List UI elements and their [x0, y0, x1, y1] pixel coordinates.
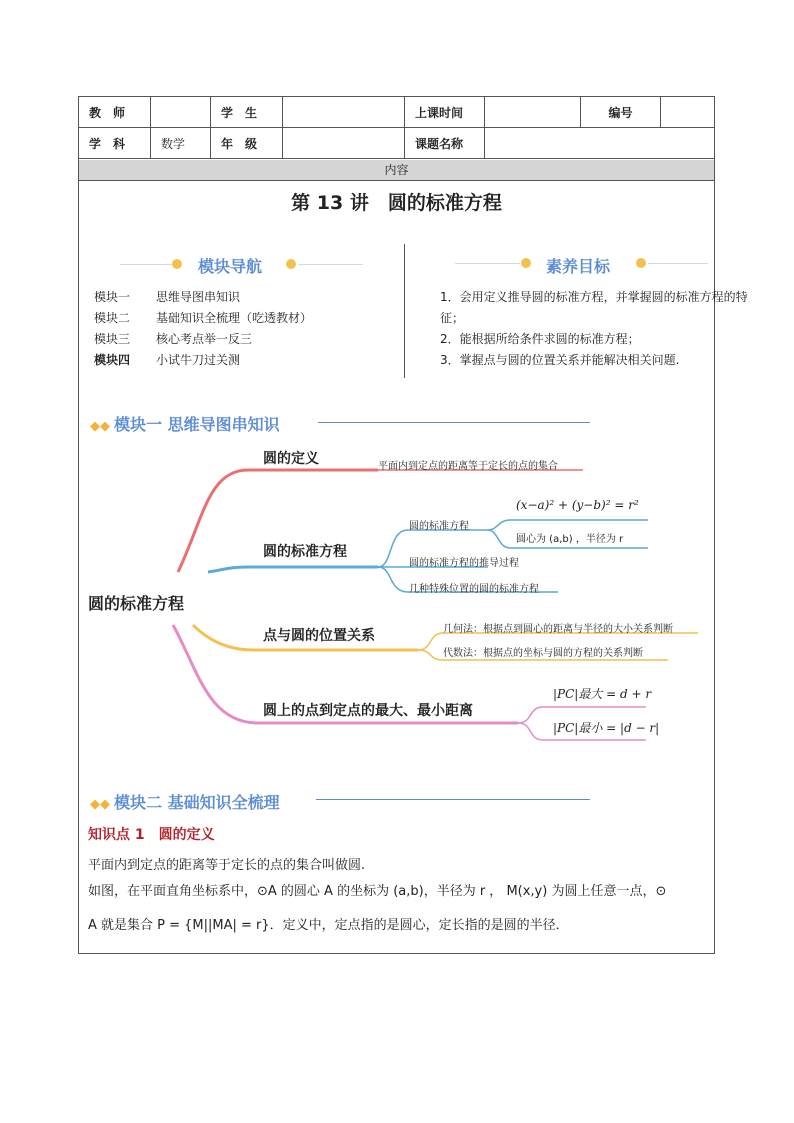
- mindmap-max: |PC|最大 = d + r: [553, 687, 652, 701]
- mindmap-leaf-algebraic: 代数法：根据点的坐标与圆的方程的关系判断: [443, 648, 643, 659]
- goal-item: 1．会用定义推导圆的标准方程，并掌握圆的标准方程的特征；: [440, 290, 748, 325]
- paragraph-3: A 就是集合 P = {M||MA| = r}．定义中，定点指的是圆心，定长指的是圆的半径．: [88, 918, 569, 933]
- teacher-label: 教 师: [79, 97, 151, 128]
- paragraph-2: 如图，在平面直角坐标系中，⊙A 的圆心 A 的坐标为 (a,b)，半径为 r ， M(x,y) 为圆上任意一点，⊙: [88, 884, 667, 899]
- goal-dot-right: [636, 258, 646, 268]
- branch-blue: [208, 567, 378, 572]
- nav-heading: 模块导航: [198, 257, 263, 276]
- nav-item[interactable]: 模块二 基础知识全梳理（吃透教材）: [94, 311, 313, 325]
- mindmap-min: |PC|最小 = |d − r|: [553, 721, 660, 735]
- mindmap-center-radius: 圆心为 (a,b) ，半径为 r: [516, 534, 624, 545]
- goal-deco-line-right: [648, 263, 708, 264]
- nav-list: [94, 287, 312, 371]
- content-bar: 内容: [79, 160, 714, 181]
- mindmap-eq: (x−a)² + (y−b)² = r²: [516, 498, 639, 512]
- mindmap-root: 圆的标准方程: [88, 594, 185, 613]
- nav-item[interactable]: 模块一 思维导图串知识: [94, 290, 241, 304]
- student-label: 学 生: [211, 97, 283, 128]
- page-title: 第 13 讲 圆的标准方程: [291, 192, 502, 214]
- nav-item[interactable]: 模块三 核心考点举一反三: [94, 332, 253, 346]
- mindmap-branch-definition: 圆的定义: [263, 451, 319, 467]
- mindmap-leaf-special: 几种特殊位置的圆的标准方程: [409, 584, 539, 595]
- nav-item[interactable]: 模块四 小试牛刀过关测: [94, 353, 241, 367]
- module1-title: ◆◆ 模块一 思维导图串知识: [90, 415, 280, 434]
- column-divider: [404, 244, 405, 378]
- goal-deco-line-left: [455, 263, 520, 264]
- subject-value: 数学: [151, 128, 211, 159]
- mindmap-branch-distance: 圆上的点到定点的最大、最小距离: [263, 703, 473, 719]
- nav-deco-line-left: [120, 264, 175, 265]
- lesson-name-label: 课题名称: [405, 128, 485, 159]
- knowledge-point-title: 知识点 1 圆的定义: [88, 827, 215, 843]
- module2-line: [316, 799, 590, 800]
- mindmap-branch-position: 点与圆的位置关系: [263, 628, 375, 644]
- goal-heading: 素养目标: [546, 257, 611, 276]
- diamond-icon: ◆◆: [90, 797, 110, 812]
- goal-item: 3．掌握点与圆的位置关系并能解决相关问题.: [440, 353, 680, 367]
- goal-dot-left: [521, 258, 531, 268]
- grade-label: 年 级: [211, 128, 283, 159]
- subject-label: 学 科: [79, 128, 151, 159]
- module2-title: ◆◆ 模块二 基础知识全梳理: [90, 793, 280, 812]
- mindmap-leaf-definition: 平面内到定点的距离等于定长的点的集合: [378, 461, 558, 472]
- goal-list: [440, 287, 750, 371]
- paragraph-1: 平面内到定点的距离等于定长的点的集合叫做圆.: [88, 858, 366, 873]
- nav-deco-line-right: [298, 264, 363, 265]
- module1-line: [318, 422, 590, 423]
- diamond-icon: ◆◆: [90, 419, 110, 434]
- nav-dot-right: [286, 259, 296, 269]
- branch-blue-eq: [488, 520, 648, 530]
- nav-dot-left: [172, 259, 182, 269]
- mindmap-leaf-equation: 圆的标准方程: [409, 521, 469, 532]
- mindmap-leaf-geometric: 几何法：根据点到圆心的距离与半径的大小关系判断: [443, 624, 673, 635]
- mindmap-leaf-derivation: 圆的标准方程的推导过程: [409, 558, 519, 569]
- mindmap-branch-equation: 圆的标准方程: [263, 544, 347, 560]
- number-label: 编号: [581, 97, 661, 128]
- goal-item: 2．能根据所给条件求圆的标准方程；: [440, 332, 640, 346]
- class-time-label: 上课时间: [405, 97, 485, 128]
